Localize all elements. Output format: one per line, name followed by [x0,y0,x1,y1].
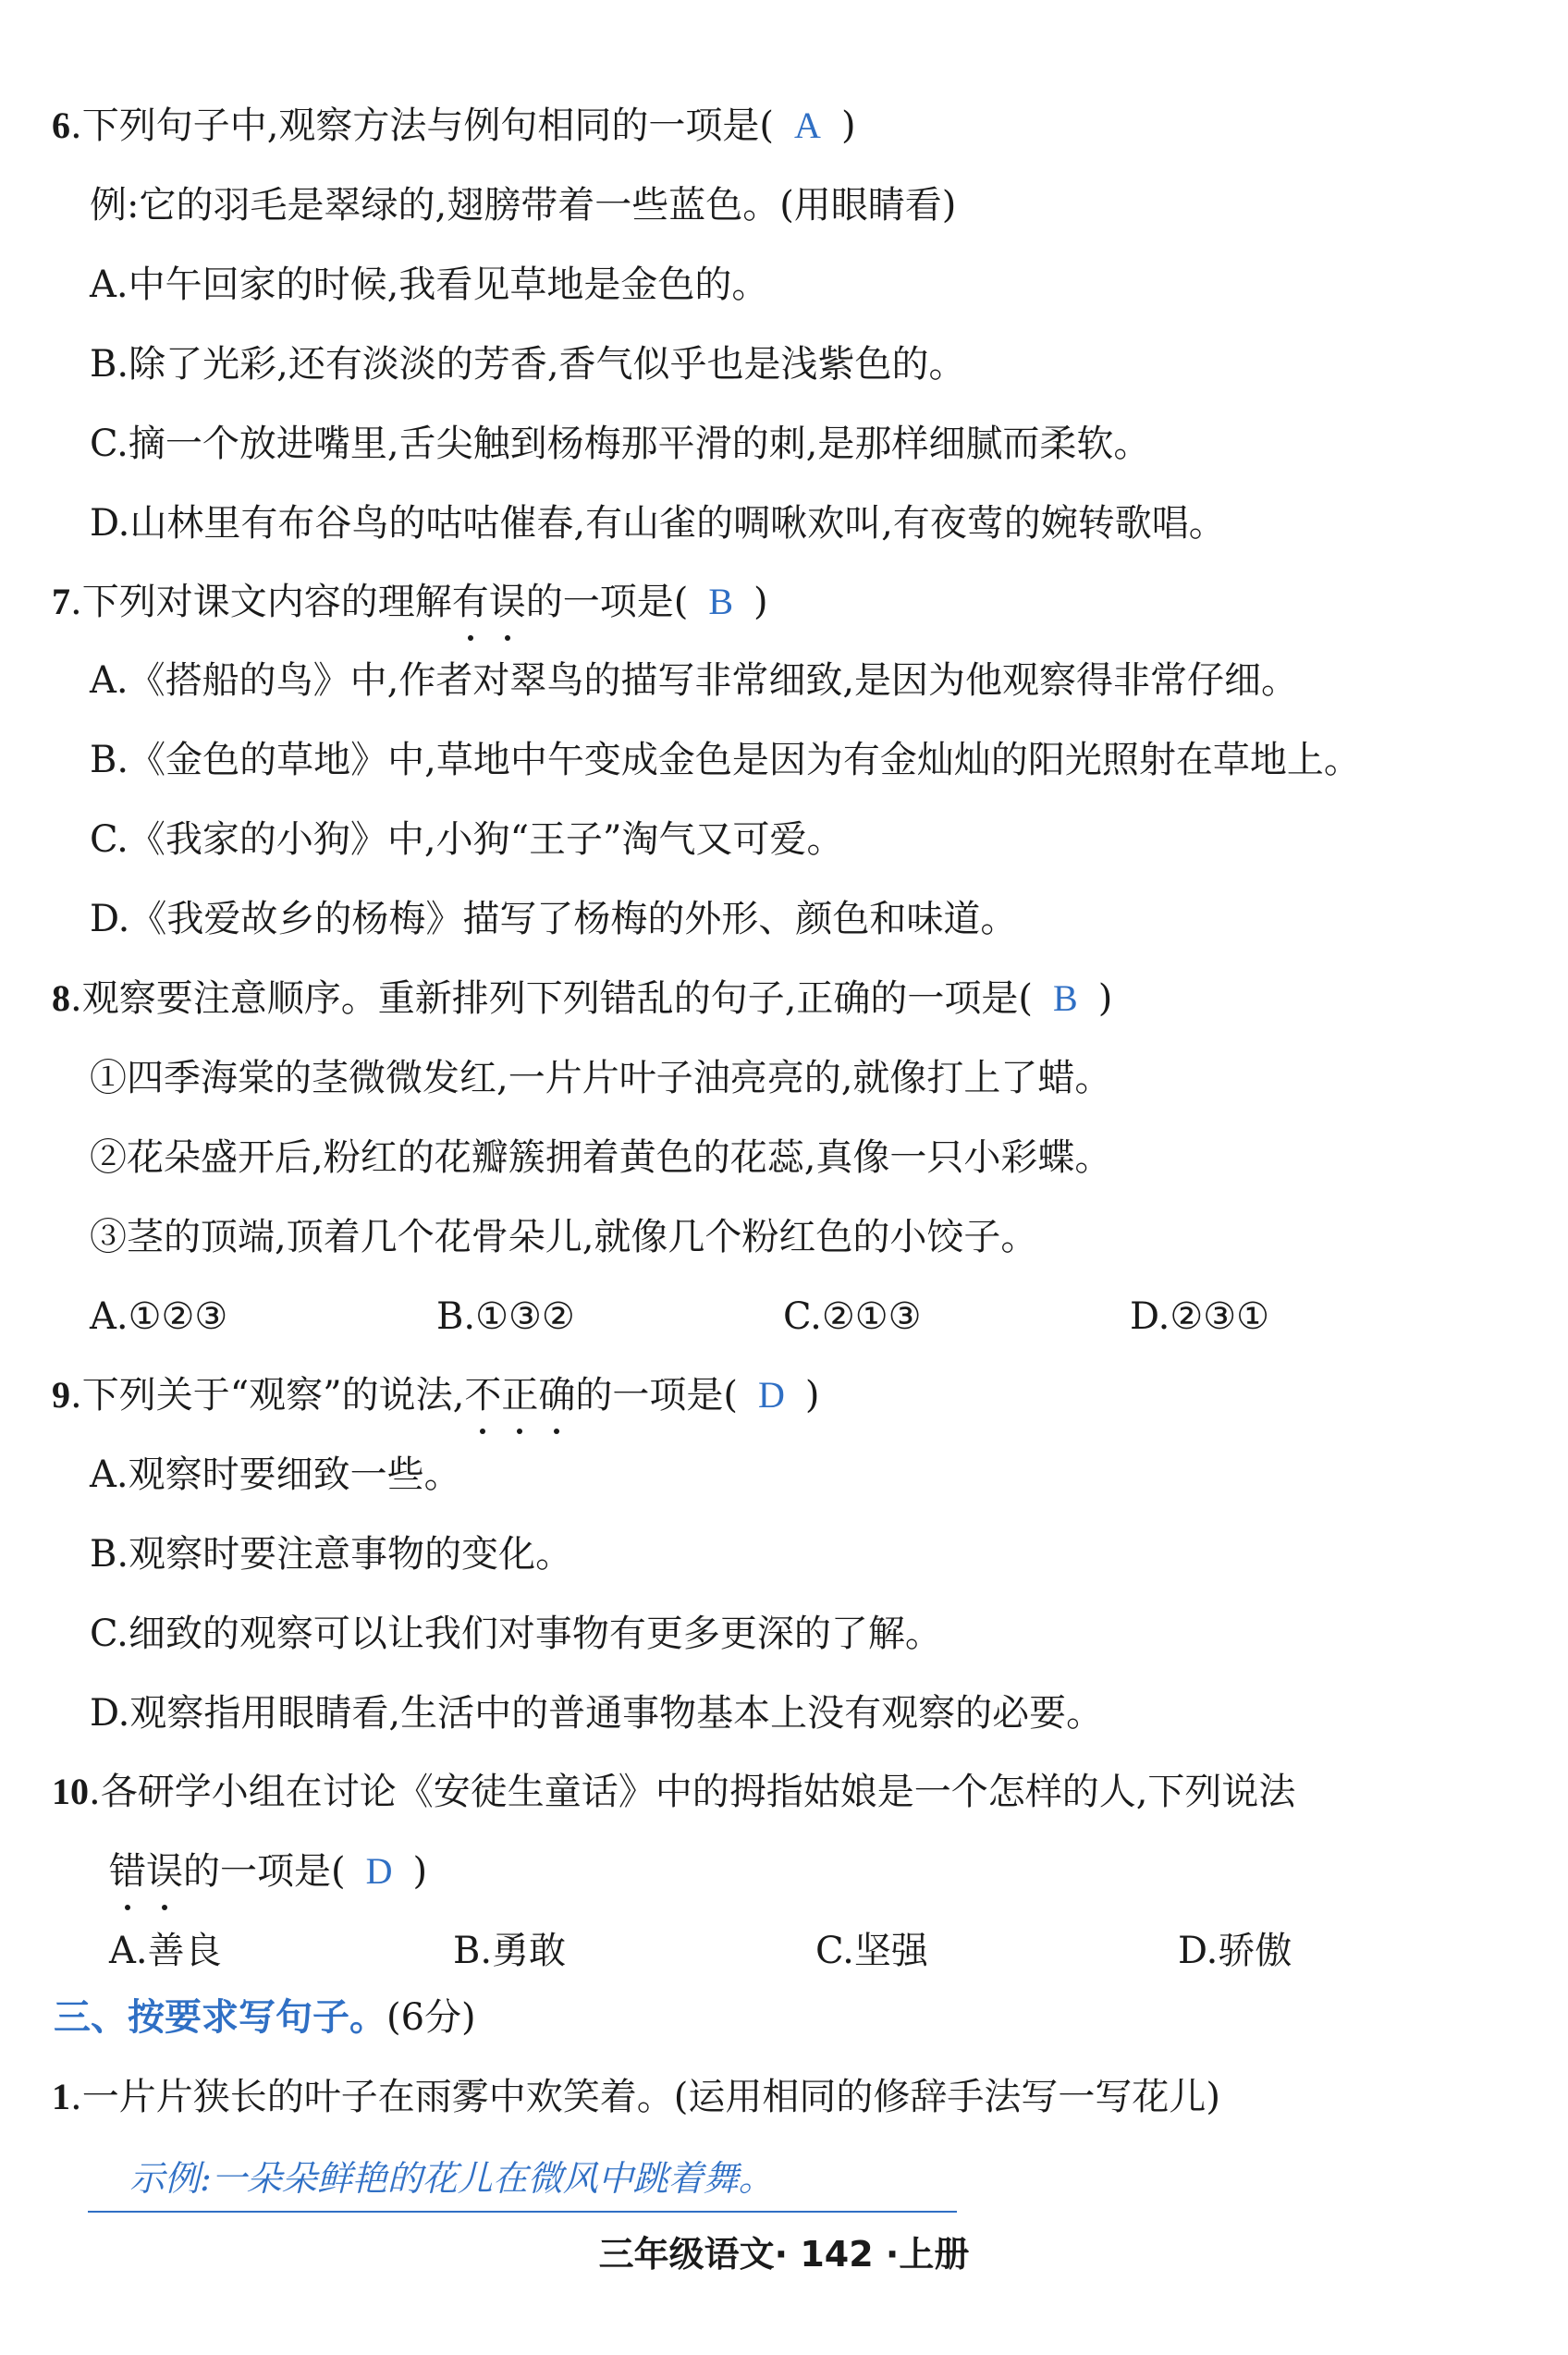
sentence-task-1: 1.一片片狭长的叶子在雨雾中欢笑着。(运用相同的修辞手法写一写花儿) [52,2076,1220,2118]
question-number: 9 [52,1374,70,1416]
emphasis-char: 正 [501,1369,538,1421]
scrambled-sentence: ①四季海棠的茎微微发红,一片片叶子油亮亮的,就像打上了蜡。 [90,1057,1112,1099]
answer-mark: B [708,581,734,622]
emphasis-char: 误 [146,1846,183,1897]
options-row [109,1925,1514,1977]
question-6-stem: 6.下列句子中,观察方法与例句相同的一项是( A ) [52,104,856,147]
emphasis-char: 确 [538,1369,575,1421]
option: A.善良 [109,1930,222,1972]
emphasis-char: 错 [109,1846,146,1897]
question-8-stem: 8.观察要注意顺序。重新排列下列错乱的句子,正确的一项是( B ) [52,977,1113,1020]
emphasis-char: 误 [489,576,526,628]
question-10-stem-cont: 错误的一项是( D ) [109,1846,427,1897]
page-footer: 三年级语文· 142 ·上册 [598,2234,970,2275]
question-text: .下列句子中,观察方法与例句相同的一项是( [70,104,775,147]
option: C.细致的观察可以让我们对事物有更多更深的了解。 [90,1613,942,1655]
section-heading: 三、按要求写句子。(6分) [54,1996,476,2039]
option: A.中午回家的时候,我看见草地是金色的。 [90,264,769,306]
option: C.②①③ [783,1295,922,1338]
option: D.山林里有布谷鸟的咕咕催春,有山雀的啁啾欢叫,有夜莺的婉转歌唱。 [90,502,1226,545]
question-number: 1 [52,2076,70,2117]
answer-mark: D [757,1374,785,1416]
option: D.②③① [1130,1295,1269,1338]
option: A.观察时要细致一些。 [90,1453,461,1496]
question-number: 6 [52,104,70,146]
answer-mark: A [794,104,821,146]
option: C.摘一个放进嘴里,舌尖触到杨梅那平滑的刺,是那样细腻而柔软。 [90,423,1151,465]
option: B.勇敢 [453,1930,567,1972]
emphasis-char: 不 [464,1369,501,1421]
option: B.观察时要注意事物的变化。 [90,1533,573,1576]
options-row [90,1291,1495,1343]
emphasis-char: 有 [452,576,489,628]
answer-underline [88,2211,957,2213]
option: C.坚强 [815,1930,928,1972]
option: D.骄傲 [1178,1930,1292,1972]
scrambled-sentence: ②花朵盛开后,粉红的花瓣簇拥着黄色的花蕊,真像一只小彩蝶。 [90,1136,1112,1179]
question-9-stem: 9.下列关于“观察”的说法,不正确的一项是( D ) [52,1369,819,1421]
option: B.①③② [436,1295,575,1338]
answer-mark: B [1053,977,1078,1019]
answer-mark: D [365,1850,393,1892]
question-number: 10 [52,1771,89,1812]
question-7-stem: 7.下列对课文内容的理解有误的一项是( B ) [52,576,768,628]
option: A.《搭船的鸟》中,作者对翠鸟的描写非常细致,是因为他观察得非常仔细。 [90,659,1299,702]
option: C.《我家的小狗》中,小狗“王子”淘气又可爱。 [90,818,844,861]
section-points: (6分) [386,1996,476,2039]
example-sentence: 例:它的羽毛是翠绿的,翅膀带着一些蓝色。(用眼睛看) [90,184,957,227]
scrambled-sentence: ③茎的顶端,顶着几个花骨朵儿,就像几个粉红色的小饺子。 [90,1216,1038,1258]
option: D.观察指用眼睛看,生活中的普通事物基本上没有观察的必要。 [90,1692,1104,1735]
option: B.除了光彩,还有淡淡的芳香,香气似乎也是浅紫色的。 [90,343,966,386]
question-10-stem: 10.各研学小组在讨论《安徒生童话》中的拇指姑娘是一个怎样的人,下列说法 [52,1771,1296,1813]
handwritten-answer: 示例:一朵朵鲜艳的花儿在微风中跳着舞。 [129,2158,774,2199]
option: D.《我爱故乡的杨梅》描写了杨梅的外形、颜色和味道。 [90,898,1018,940]
option: B.《金色的草地》中,草地中午变成金色是因为有金灿灿的阳光照射在草地上。 [90,739,1361,781]
question-number: 7 [52,581,70,622]
question-number: 8 [52,977,70,1019]
option: A.①②③ [90,1295,228,1338]
